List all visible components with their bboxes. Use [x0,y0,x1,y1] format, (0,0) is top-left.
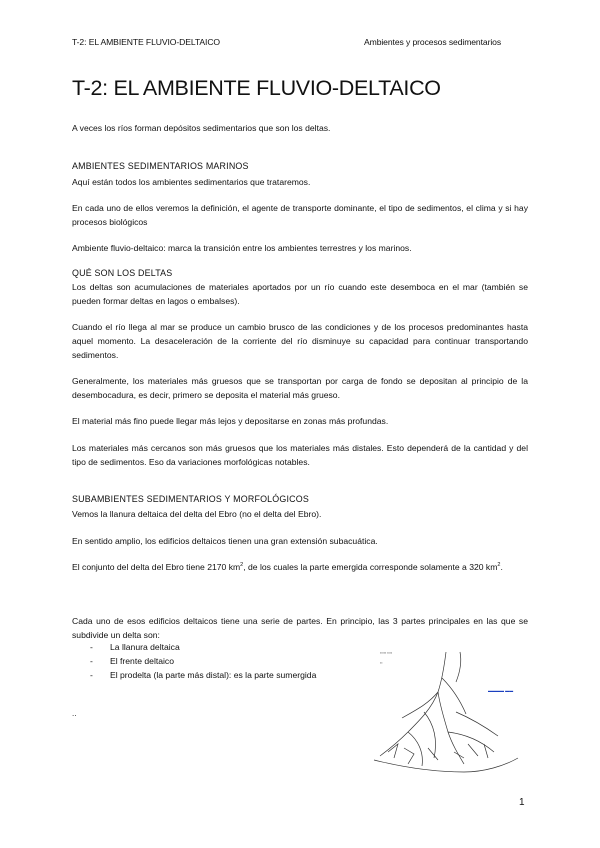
running-header-left: T-2: EL AMBIENTE FLUVIO-DELTAICO [72,37,221,47]
paragraph: Cada uno de esos edificios deltaicos tiene una serie de partes. En principio, las 3 partes principales en las que se subdivide un delta son: [72,616,528,640]
paragraph: El material más fino puede llegar más lejos y depositarse en zonas más profundas. [72,416,389,426]
intro-paragraph: A veces los ríos forman depósitos sedimentarios que son los deltas. [72,123,331,133]
paragraph: Cuando el río llega al mar se produce un cambio brusco de las condiciones y de los procesos predominantes hasta aquel momento. La desaceleración de la corriente del río disminuye su capacidad para continuar transportando sedimentos. [72,322,528,360]
heading-ambientes-marinos: AMBIENTES SEDIMENTARIOS MARINOS [72,161,249,171]
heading-subambientes: SUBAMBIENTES SEDIMENTARIOS Y MORFOLÓGICOS [72,494,310,504]
list-item: - La llanura deltaica [90,642,180,652]
page-title: T-2: EL AMBIENTE FLUVIO-DELTAICO [72,76,441,100]
list-item: - El frente deltaico [90,656,175,666]
figure-label: ▪▪ [380,661,383,665]
list-item: - El prodelta (la parte más distal): es la parte sumergida [90,670,317,680]
figure-label: ▬▬▬▬ ▬▬ [488,688,514,693]
ellipsis-mark: .. [72,709,77,718]
delta-parts-list [72,640,316,682]
delta-diagram-icon [368,648,528,776]
paragraph-ebro-area: El conjunto del delta del Ebro tiene 2170 $km^2$, de los cuales la parte emergida corresponde solamente a 320 $km^2$. [72,562,503,572]
paragraph: En sentido amplio, los edificios deltaicos tienen una gran extensión subacuática. [72,536,378,546]
page-number: 1 [519,797,525,808]
running-header-right: Ambientes y procesos sedimentarios [364,37,502,47]
paragraph: Generalmente, los materiales más gruesos que se transportan por carga de fondo se depositan al principio de la desembocadura, es decir, primero se deposita el material más grueso. [72,376,528,400]
heading-que-son-deltas: QUÉ SON LOS DELTAS [72,268,173,278]
figure-label: ▪▪▪▪▪ ▪▪▪▪ [380,651,393,655]
paragraph: En cada uno de ellos veremos la definición, el agente de transporte dominante, el tipo de sedimentos, el clima y si hay procesos biológicos [72,203,528,227]
paragraph: Los materiales más cercanos son más gruesos que los materiales más distales. Esto dependerá de la cantidad y del tipo de sedimentos. Eso da variaciones morfológicas notables. [72,443,528,467]
paragraph: Vemos la llanura deltaica del delta del Ebro (no el delta del Ebro). [72,509,322,519]
paragraph: Ambiente fluvio-deltaico: marca la transición entre los ambientes terrestres y los marinos. [72,243,412,253]
paragraph: Aquí están todos los ambientes sedimentarios que trataremos. [72,177,311,187]
paragraph: Los deltas son acumulaciones de materiales aportados por un río cuando este desemboca en el mar (también se pueden formar deltas en lagos o embalses). [72,282,528,306]
